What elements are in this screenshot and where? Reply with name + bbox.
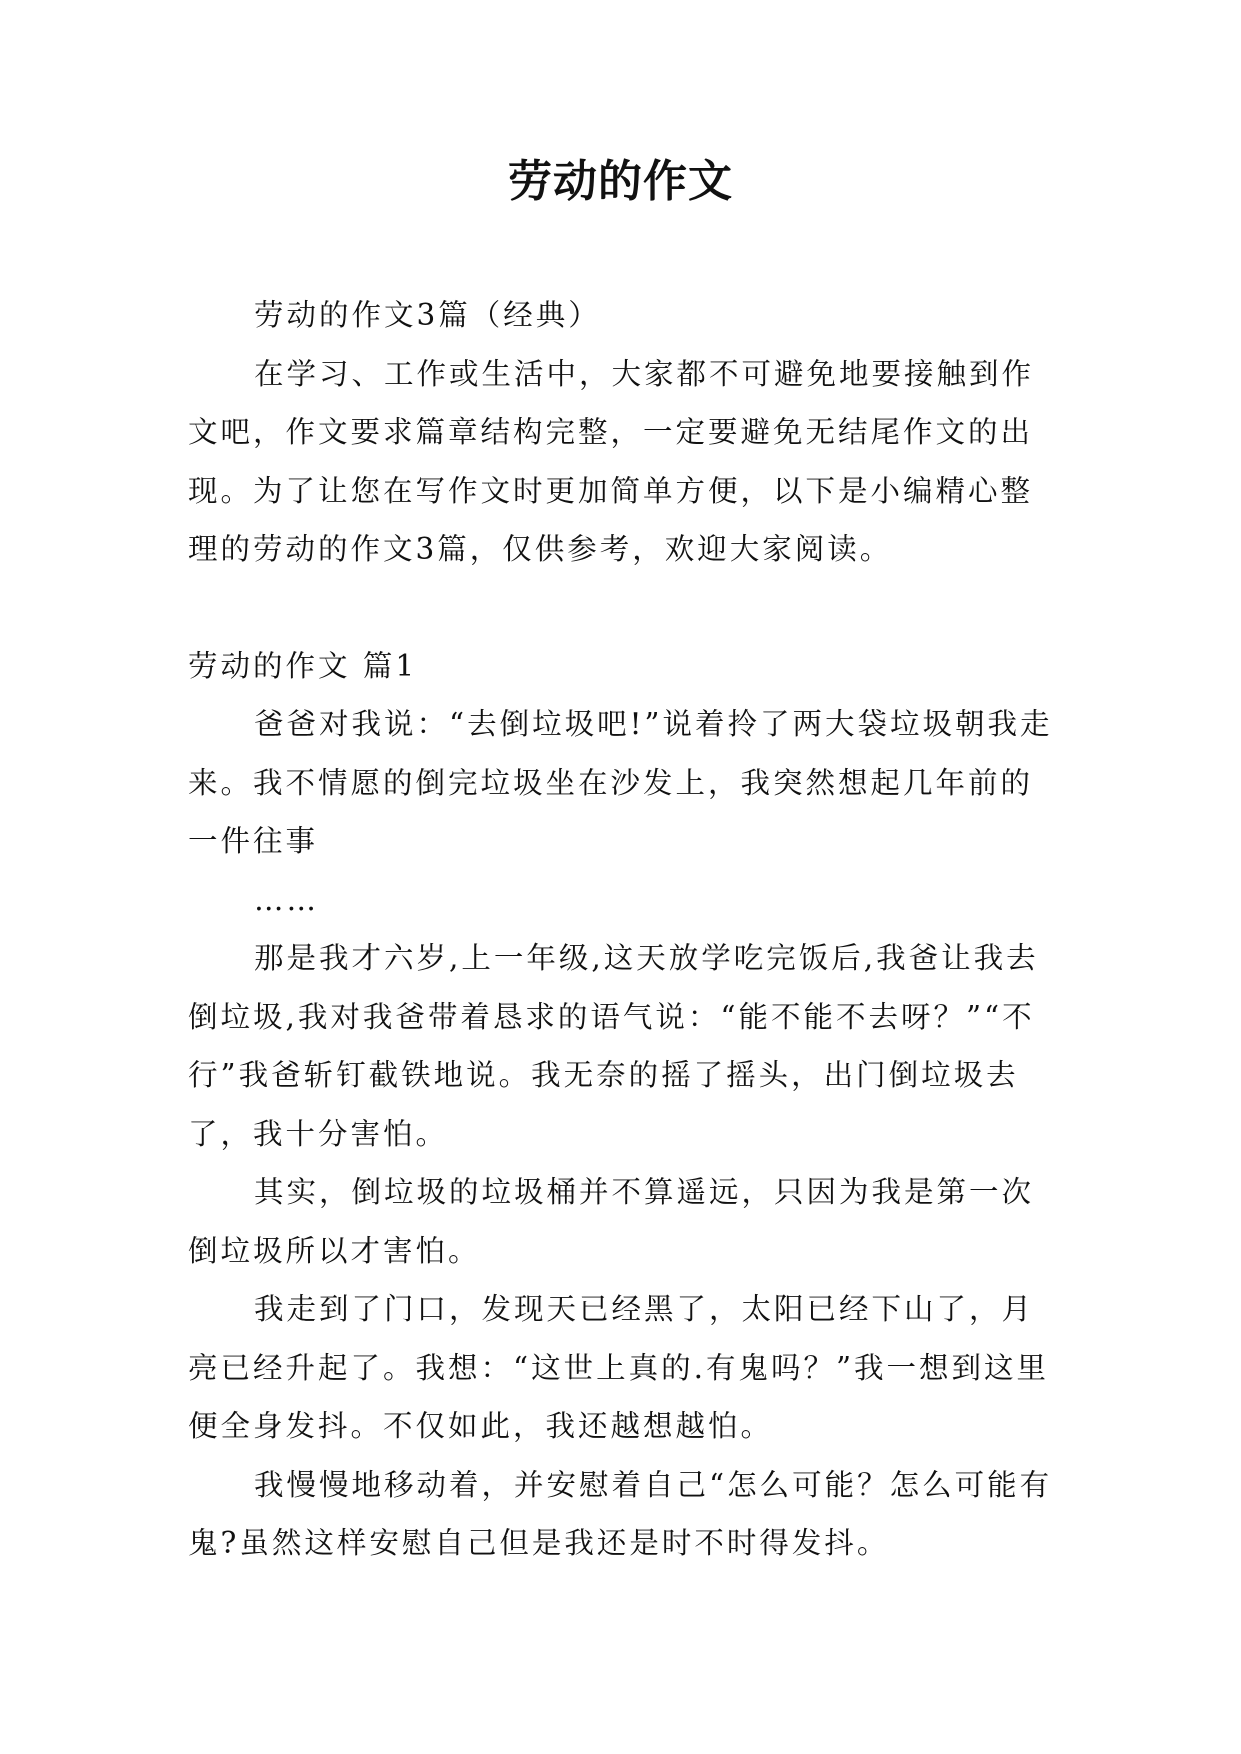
- ellipsis-paragraph: ……: [254, 882, 319, 917]
- intro-paragraph: 在学习、工作或生活中，大家都不可避免地要接触到作文吧，作文要求篇章结构完整，一定要避免无结尾作文的出现。为了让您在写作文时更加简单方便，以下是小编精心整理的劳动的作文3篇，仅供参考，欢迎大家阅读。: [188, 356, 1035, 566]
- body-paragraph: 其实，倒垃圾的垃圾桶并不算遥远，只因为我是第一次倒垃圾所以才害怕。: [188, 1175, 1035, 1268]
- body-paragraph: 我走到了门口，发现天已经黑了，太阳已经下山了，月亮已经升起了。我想：“这世上真的.有鬼吗？”我一想到这里便全身发抖。不仅如此，我还越想越怕。: [188, 1292, 1050, 1443]
- document-subtitle: 劳动的作文3篇（经典）: [254, 298, 601, 332]
- body-paragraph: 我慢慢地移动着，并安慰着自己“怎么可能？怎么可能有鬼?虽然这样安慰自己但是我还是时不时得发抖。: [188, 1467, 1053, 1560]
- body-paragraph: 那是我才六岁,上一年级,这天放学吃完饭后,我爸让我去倒垃圾,我对我爸带着恳求的语气说：“能不能不去呀？”“不行”我爸斩钉截铁地说。我无奈的摇了摇头，出门倒垃圾去了，我十分害怕。: [188, 941, 1039, 1151]
- document-body: [188, 286, 1060, 1573]
- document-title: 劳动的作文: [508, 156, 733, 207]
- section-spacer: [188, 579, 1060, 637]
- body-paragraph: 爸爸对我说：“去倒垃圾吧!”说着拎了两大袋垃圾朝我走来。我不情愿的倒完垃圾坐在沙发上，我突然想起几年前的一件往事: [188, 707, 1053, 858]
- section-heading: 劳动的作文 篇1: [188, 648, 418, 683]
